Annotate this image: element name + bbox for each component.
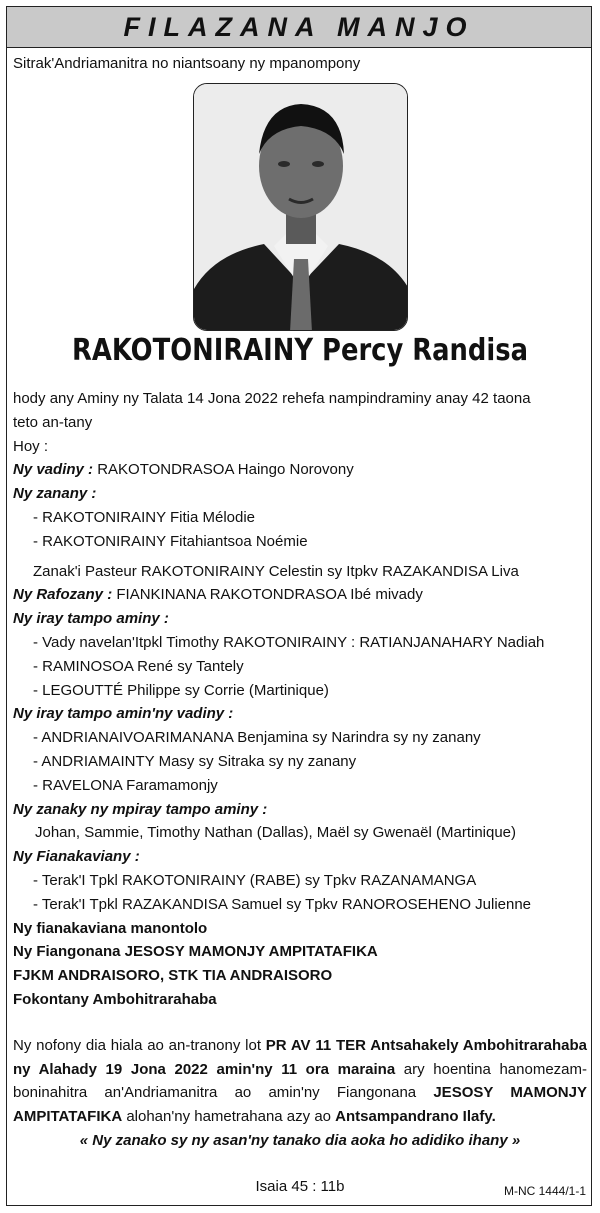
bible-quote: « Ny zanako sy ny asan'ny tanako dia aoka ho adidiko ihany »: [79, 1131, 521, 1149]
death-line-2: teto an-tany: [13, 413, 93, 431]
rafozany-value: FIANKINANA RAKOTONDRASOA Ibé mivady: [116, 586, 423, 604]
fianakaviany-item: - Terak'I Tpkl RAKOTONIRAINY (RABE) sy Tpkv RAZANAMANGA: [33, 871, 477, 889]
zanaky-mpiray-label: Ny zanaky ny mpiray tampo aminy :: [13, 800, 268, 818]
notice-code: M-NC 1444/1-1: [503, 1184, 586, 1198]
zanany-item: - RAKOTONIRAINY Fitia Mélodie: [33, 508, 256, 526]
notice-header: [6, 6, 592, 48]
iray-tampo-item: - LEGOUTTÉ Philippe sy Corrie (Martinique): [33, 681, 329, 699]
rafozany-label: Ny Rafozany :: [13, 586, 113, 604]
funeral-burial-place: Antsampandrano Ilafy.: [335, 1108, 496, 1126]
closing-line: FJKM ANDRAISORO, STK TIA ANDRAISORO: [13, 967, 333, 985]
portrait-photo: [193, 83, 408, 331]
header-title: FILAZANA MANJO: [123, 11, 475, 42]
iray-tampo-vadiny-item: - RAVELONA Faramamonjy: [33, 776, 218, 794]
iray-tampo-vadiny-item: - ANDRIAMAINTY Masy sy Sitraka sy ny zanany: [33, 752, 357, 770]
iray-tampo-vadiny-label: Ny iray tampo amin'ny vadiny :: [13, 705, 234, 723]
funeral-text: ary hoentina hanomezam-boninahitra an'Andriamanitra ao amin'ny Fiangonana: [13, 1060, 587, 1102]
funeral-address: PR AV 11 TER Antsahakely Ambohitrarahaba ny Alahady 19 Jona 2022 amin'ny 11 ora maraina: [13, 1036, 587, 1078]
vadiny-value: RAKOTONDRASOA Haingo Norovony: [97, 461, 354, 479]
zanaky-mpiray-value: Johan, Sammie, Timothy Nathan (Dallas), Maël sy Gwenaël (Martinique): [35, 824, 517, 842]
closing-line: Fokontany Ambohitrarahaba: [13, 990, 217, 1008]
notice-body: [13, 387, 587, 1153]
deceased-name: RAKOTONIRAINY Percy Randisa: [72, 333, 528, 368]
rafozany-line: [13, 583, 587, 607]
iray-tampo-item: - Vady navelan'Itpkl Timothy RAKOTONIRAINY : RATIANJANAHARY Nadiah: [33, 633, 545, 651]
funeral-church: JESOSY MAMONJY AMPITATAFIKA: [13, 1084, 587, 1126]
fianakaviany-label: Ny Fianakaviany :: [13, 848, 140, 866]
intro-line: Sitrak'Andriamanitra no niantsoany ny mpanompony: [13, 55, 361, 72]
closing-line: Ny fianakaviana manontolo: [13, 919, 208, 937]
funeral-text: Ny nofony dia hiala ao an-tranony lot: [13, 1036, 266, 1054]
zanany-label: Ny zanany :: [13, 485, 97, 503]
death-line-1: hody any Aminy ny Talata 14 Jona 2022 rehefa nampindraminy anay 42 taona: [13, 390, 531, 407]
zanaki-line: Zanak'i Pasteur RAKOTONIRAINY Celestin sy Itpkv RAZAKANDISA Liva: [33, 562, 519, 580]
funeral-paragraph: [13, 1034, 587, 1129]
iray-tampo-label: Ny iray tampo aminy :: [13, 610, 169, 628]
funeral-text: alohan'ny hametrahana azy ao: [122, 1108, 336, 1126]
iray-tampo-item: - RAMINOSOA René sy Tantely: [33, 657, 244, 675]
closing-line: Ny Fiangonana JESOSY MAMONJY AMPITATAFIKA: [13, 943, 378, 961]
bible-verse: Isaia 45 : 11b: [255, 1178, 345, 1195]
portrait-photo-icon: [194, 84, 408, 331]
zanany-item: - RAKOTONIRAINY Fitahiantsoa Noémie: [33, 532, 308, 550]
vadiny-line: [13, 458, 587, 482]
hoy-line: Hoy :: [13, 437, 49, 455]
vadiny-label: Ny vadiny :: [13, 461, 94, 479]
fianakaviany-item: - Terak'I Tpkl RAZAKANDISA Samuel sy Tpkv RANOROSEHENO Julienne: [33, 895, 532, 913]
iray-tampo-vadiny-item: - ANDRIANAIVOARIMANANA Benjamina sy Narindra sy ny zanany: [33, 729, 481, 747]
